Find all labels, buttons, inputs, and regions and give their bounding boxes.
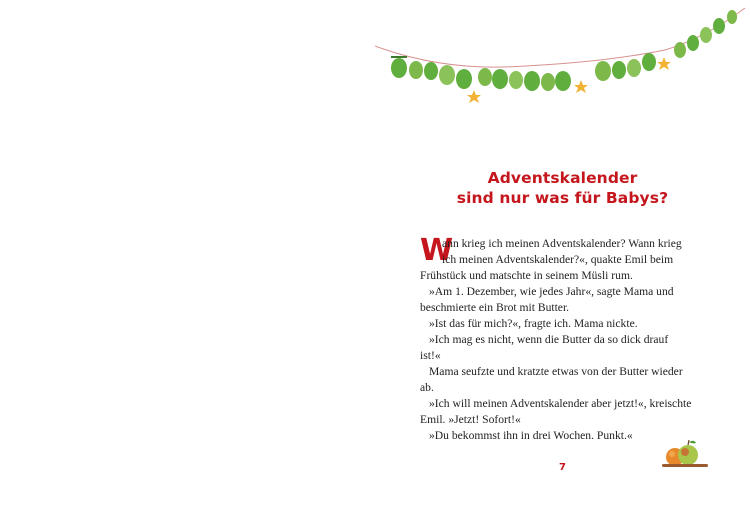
gift-bag-icon: [700, 27, 712, 43]
text-line: ab.: [420, 381, 434, 394]
text-line: Emil. »Jetzt! Sofort!«: [420, 413, 521, 426]
gift-bag-icon: [391, 57, 407, 78]
gift-bag-icon: [509, 71, 523, 89]
gift-bag-icon: [727, 10, 737, 24]
story-text: [420, 233, 695, 444]
text-line: »Ich will meinen Adventskalender aber jetzt!«, kreischte: [429, 397, 692, 410]
text-line: »Du bekommst ihn in drei Wochen. Punkt.«: [429, 429, 633, 442]
gift-bag-icon: [524, 71, 540, 91]
text-line: »Am 1. Dezember, wie jedes Jahr«, sagte Mama und: [429, 285, 674, 298]
gift-bag-icon: [642, 53, 656, 71]
gift-bag-icon: [674, 42, 686, 58]
text-line: ich meinen Adventskalender?«, quakte Emil beim: [442, 253, 674, 266]
page-number: 7: [559, 462, 566, 473]
gift-bag-icon: [492, 69, 508, 89]
star-icon: [467, 90, 481, 103]
chapter-title-line1: Adventskalender: [487, 169, 638, 187]
star-icon: [574, 80, 588, 93]
gift-bag-icon: [456, 69, 472, 89]
gift-bag-icon: [541, 73, 555, 91]
text-line: ann krieg ich meinen Adventskalender? Wann krieg: [442, 237, 682, 250]
text-line: Mama seufzte und kratzte etwas von der Butter wieder: [429, 365, 683, 378]
gift-bag-icon: [478, 68, 492, 86]
gift-bag-icon: [555, 71, 571, 91]
text-line: »Ich mag es nicht, wenn die Butter da so dick drauf: [429, 333, 669, 346]
star-icon: [657, 57, 671, 70]
gift-bag-icon: [439, 65, 455, 85]
gift-bag-icon: [687, 35, 699, 51]
gift-bag-icon: [409, 61, 423, 79]
gift-bag-icon: [612, 61, 626, 79]
text-line: ist!«: [420, 349, 441, 362]
gift-bag-icon: [627, 59, 641, 77]
text-line: beschmierte ein Brot mit Butter.: [420, 301, 570, 314]
text-line: »Ist das für mich?«, fragte ich. Mama nickte.: [429, 317, 638, 330]
right-page: [375, 0, 750, 527]
garland-illustration: [375, 0, 750, 110]
gift-bag-icon: [595, 61, 611, 81]
gift-bag-icon: [713, 18, 725, 34]
text-line: Frühstück und matschte in seinem Müsli rum.: [420, 269, 633, 282]
drop-cap: W: [420, 233, 454, 268]
gift-bag-icon: [424, 62, 438, 80]
chapter-title-line2: sind nur was für Babys?: [456, 189, 669, 207]
chapter-title: [375, 168, 750, 208]
